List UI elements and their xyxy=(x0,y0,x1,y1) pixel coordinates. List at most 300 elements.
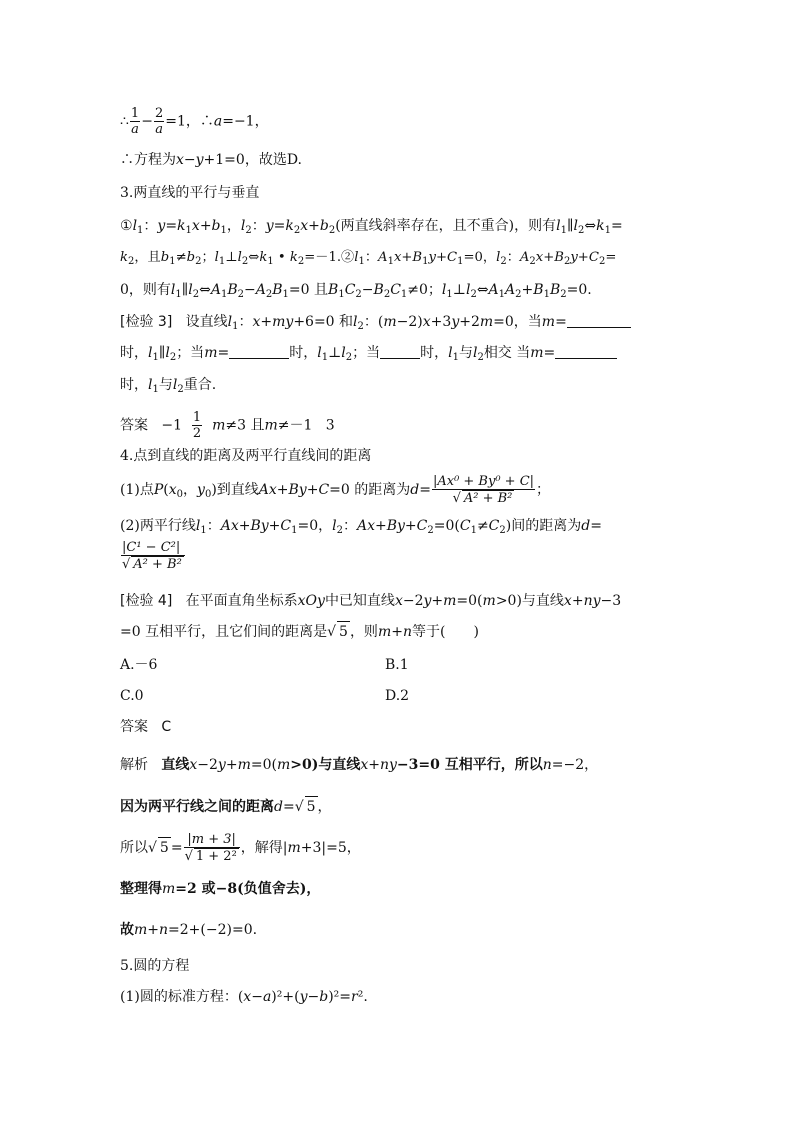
text: ∴ xyxy=(120,113,129,130)
text: =0 的距离为 xyxy=(329,482,411,498)
line-12 xyxy=(120,474,550,506)
math: m xyxy=(377,624,392,640)
math: x+my xyxy=(252,314,294,330)
text: ⊥ xyxy=(328,345,342,361)
math: y xyxy=(197,482,205,498)
math: l xyxy=(472,345,478,361)
text: = xyxy=(217,345,230,361)
subscript: 1 xyxy=(470,525,477,536)
math: A xyxy=(505,282,516,298)
subscript: 1 xyxy=(498,289,506,300)
text: +3|=5， xyxy=(300,840,361,856)
math: y=k xyxy=(265,218,294,234)
subscript: 1 xyxy=(358,256,365,267)
text: =2+(−2)=0. xyxy=(168,922,258,938)
math: m xyxy=(237,757,251,773)
text: =0 互相平行，且它们间的距离是 xyxy=(120,624,328,640)
text: +2 xyxy=(459,314,480,330)
section-heading-3: 3.两直线的平行与垂直 xyxy=(120,185,260,201)
text: 时， xyxy=(120,345,148,361)
math: l xyxy=(556,218,561,234)
math: l xyxy=(317,345,322,361)
radicand: 5 xyxy=(305,796,318,817)
numerator: 1 xyxy=(130,106,140,121)
math: m xyxy=(287,840,301,856)
text: −3=0 互相平行，所以 xyxy=(396,757,543,773)
text: =0. xyxy=(566,282,592,298)
analysis-line-3 xyxy=(120,832,361,864)
option-d[interactable]: D.2 xyxy=(385,688,410,704)
subscript: 1 xyxy=(452,352,459,363)
math: A xyxy=(255,282,266,298)
math: r xyxy=(351,989,358,1005)
fraction xyxy=(154,106,164,137)
text: ⇔ xyxy=(584,218,597,234)
text: ：( xyxy=(363,314,384,330)
math: x xyxy=(422,314,431,330)
text: =0( xyxy=(456,593,483,609)
line-7 xyxy=(120,312,631,337)
subscript: 1 xyxy=(218,256,226,267)
section-heading-5: 5.圆的方程 xyxy=(120,958,190,974)
text: ① xyxy=(120,218,133,234)
text: = xyxy=(543,345,556,361)
line-15 xyxy=(120,591,621,611)
text: − xyxy=(251,989,263,1005)
answer-label: 答案 xyxy=(120,719,148,735)
text: ： xyxy=(238,314,253,330)
denominator: a xyxy=(155,122,163,137)
math: A xyxy=(488,282,499,298)
text: 时， xyxy=(420,345,449,361)
math: d xyxy=(410,482,420,498)
line-4 xyxy=(120,216,623,241)
distance-fraction xyxy=(432,474,535,506)
math: l xyxy=(148,377,153,393)
text: ≠－1 xyxy=(277,417,313,434)
text: >0)与直线 xyxy=(290,757,361,773)
text: =0， xyxy=(463,250,497,265)
radicand: 1 + 2² xyxy=(195,849,237,864)
math: l xyxy=(353,314,358,330)
text: + xyxy=(225,757,238,773)
line-5 xyxy=(120,248,616,272)
text: =0，当 xyxy=(493,314,542,330)
text: = xyxy=(590,518,602,534)
math: l xyxy=(240,218,246,234)
fraction xyxy=(184,832,240,864)
math: l xyxy=(465,282,471,298)
sqrt-icon: √ xyxy=(452,491,461,506)
subscript: 1 xyxy=(175,289,182,300)
text: 设直线 xyxy=(185,314,228,330)
math: x+b xyxy=(191,218,221,234)
math: l xyxy=(332,518,337,534)
text: =－1.② xyxy=(304,250,355,265)
text: =0( xyxy=(433,518,460,534)
option-c[interactable]: C.0 xyxy=(120,688,144,704)
text: (1)点 xyxy=(120,482,154,498)
sqrt-icon: √ xyxy=(294,799,304,815)
text: 所以 xyxy=(120,840,148,856)
numerator: 2 xyxy=(154,106,164,121)
text: =−1， xyxy=(222,113,269,130)
math: y+C xyxy=(570,250,599,265)
subscript: 2 xyxy=(598,256,606,267)
subscript: 1 xyxy=(220,289,228,300)
text: = xyxy=(555,314,567,330)
math: xOy xyxy=(297,593,325,609)
subscript: 1 xyxy=(400,289,408,300)
radicand: 5 xyxy=(337,621,350,642)
math: C xyxy=(344,282,356,298)
text: 0，则有 xyxy=(120,282,171,298)
math: d xyxy=(274,799,283,815)
answer-blank[interactable] xyxy=(229,344,289,359)
math: m xyxy=(383,314,397,330)
text: −2 xyxy=(197,757,218,773)
text: (两直线斜率存在，且不重合)，则有 xyxy=(335,218,557,234)
subscript: 2 xyxy=(237,289,245,300)
subscript: 2 xyxy=(297,256,305,267)
analysis-line-1 xyxy=(120,755,598,775)
math: y xyxy=(451,314,460,330)
math: ny xyxy=(583,593,601,609)
subscript: 1 xyxy=(604,225,611,236)
math: b xyxy=(186,250,196,265)
math: n xyxy=(542,757,552,773)
math: m xyxy=(482,593,496,609)
text: 重合. xyxy=(183,377,217,393)
radicand: A² + B² xyxy=(133,557,182,572)
answer-blank[interactable] xyxy=(567,313,631,328)
text: 中已知直线 xyxy=(324,593,395,609)
text: ： xyxy=(143,218,158,234)
text: =2 或−8(负值舍去)， xyxy=(175,881,321,897)
subscript: 0 xyxy=(176,489,184,500)
math: A xyxy=(519,250,530,265)
math: k xyxy=(289,250,298,265)
math: k xyxy=(259,250,268,265)
text: (2)两平行线 xyxy=(120,518,196,534)
subscript: 2 xyxy=(195,256,202,267)
subscript: 2 xyxy=(245,225,252,236)
subscript: 1 xyxy=(169,256,176,267)
text: − xyxy=(361,282,374,298)
text: 整理得 xyxy=(120,881,162,897)
text: ； xyxy=(201,250,215,265)
text: =1，∴ xyxy=(165,113,214,130)
sqrt-icon: √ xyxy=(184,849,193,864)
option-b[interactable]: B.1 xyxy=(385,657,409,673)
math: C xyxy=(390,282,401,298)
math: m xyxy=(204,345,218,361)
math: x xyxy=(360,757,369,773)
math: l xyxy=(341,345,346,361)
math: l xyxy=(132,218,138,234)
math: l xyxy=(148,345,153,361)
numerator: 1 xyxy=(192,410,202,425)
text: ： xyxy=(206,518,221,534)
text: = xyxy=(419,482,431,498)
subscript: 0 xyxy=(204,489,212,500)
math: m xyxy=(134,922,148,938)
exercise-tag: [检验 4] xyxy=(120,593,173,609)
exercise-tag: [检验 3] xyxy=(120,314,173,330)
math: m xyxy=(541,314,556,330)
math: l xyxy=(170,282,176,298)
text: ⊥ xyxy=(452,282,466,298)
subscript: 1 xyxy=(137,225,144,236)
subscript: 2 xyxy=(560,289,567,300)
math: l xyxy=(237,250,242,265)
math: B xyxy=(328,282,339,298)
text: + xyxy=(571,593,584,609)
section-heading-4: 4.点到直线的距离及两平行直线间的距离 xyxy=(120,448,372,464)
math: x xyxy=(394,593,403,609)
text: ⇔ xyxy=(248,250,260,265)
subscript: 1 xyxy=(185,225,192,236)
radicand: 5 xyxy=(158,837,171,858)
line-10-answer xyxy=(120,410,335,441)
analysis-line-4 xyxy=(120,879,320,899)
distance-fraction xyxy=(121,540,185,572)
text: ， xyxy=(183,482,198,498)
math: m xyxy=(162,881,176,897)
subscript: 2 xyxy=(577,225,585,236)
subscript: 2 xyxy=(328,225,336,236)
text: 时， xyxy=(120,377,148,393)
math: l xyxy=(441,282,447,298)
line-2 xyxy=(120,150,302,170)
math: m xyxy=(443,593,457,609)
text: >0)与直线 xyxy=(495,593,564,609)
math: Ax+By+C xyxy=(258,482,330,498)
radicand: A² + B² xyxy=(463,491,513,506)
subscript: 2 xyxy=(241,256,249,267)
math: b xyxy=(319,989,329,1005)
math: C xyxy=(459,518,471,534)
text: )²+( xyxy=(271,989,300,1005)
subscript: 1 xyxy=(422,256,429,267)
text: 时， xyxy=(289,345,318,361)
subscript: 1 xyxy=(282,289,289,300)
text: ； xyxy=(536,482,551,498)
subscript: 1 xyxy=(457,256,464,267)
denominator: a xyxy=(131,122,139,137)
text: ⇔ xyxy=(199,282,211,298)
math: m xyxy=(479,314,494,330)
fraction xyxy=(130,106,140,137)
analysis-line-2 xyxy=(120,796,332,817)
text: + xyxy=(368,757,380,773)
subscript: 1 xyxy=(152,384,159,395)
option-a[interactable]: A.－6 xyxy=(120,657,158,673)
text: ≠ xyxy=(476,518,489,534)
text: (1)圆的标准方程：( xyxy=(120,989,244,1005)
text: 与 xyxy=(458,345,473,361)
subscript: 1 xyxy=(560,225,568,236)
text: ∥ xyxy=(158,345,166,361)
text: +1=0，故选D. xyxy=(203,152,302,168)
math: m xyxy=(276,757,291,773)
answer-blank[interactable] xyxy=(555,344,617,359)
text: = xyxy=(605,250,617,265)
subscript: 1 xyxy=(321,352,329,363)
math: m xyxy=(264,417,278,434)
subscript: 2 xyxy=(383,289,391,300)
math: y=k xyxy=(157,218,186,234)
math: b xyxy=(160,250,170,265)
subscript: 2 xyxy=(336,525,343,536)
math: Ax+By+C xyxy=(220,518,292,534)
text: 与 xyxy=(158,377,173,393)
answer-value: −1 xyxy=(161,417,182,434)
analysis-line-5 xyxy=(120,920,257,940)
math: x xyxy=(168,482,177,498)
text: • xyxy=(273,250,290,265)
subscript: 1 xyxy=(543,289,550,300)
text: ⊥ xyxy=(225,250,238,265)
text: 直线 xyxy=(161,757,190,773)
text: =0 且 xyxy=(288,282,329,298)
math: B xyxy=(549,282,561,298)
text: )到直线 xyxy=(211,482,259,498)
subscript: 2 xyxy=(515,289,522,300)
text: + xyxy=(431,593,444,609)
subscript: 2 xyxy=(169,352,177,363)
math: x+B xyxy=(393,250,423,265)
text: + xyxy=(391,624,403,640)
subscript: 2 xyxy=(470,289,477,300)
math: ny xyxy=(379,757,397,773)
math: A xyxy=(378,250,388,265)
math: l xyxy=(496,250,501,265)
text: 故 xyxy=(120,922,134,938)
fraction xyxy=(192,410,202,441)
math: Ax+By+C xyxy=(356,518,428,534)
subscript: 2 xyxy=(345,352,353,363)
math: n xyxy=(159,922,169,938)
text: ： xyxy=(506,250,520,265)
subscript: 1 xyxy=(232,321,239,332)
text: 等于( ) xyxy=(411,624,479,640)
math: x xyxy=(189,757,198,773)
text: =−2， xyxy=(551,757,599,773)
text: =0， xyxy=(297,518,333,534)
subscript: 2 xyxy=(355,289,362,300)
text: + xyxy=(147,922,160,938)
answer-label: 答案 xyxy=(120,417,148,434)
math: l xyxy=(227,314,233,330)
line-6 xyxy=(120,280,592,305)
math: l xyxy=(214,250,219,265)
text: ， xyxy=(226,218,241,234)
text: −2 xyxy=(402,593,424,609)
text: −2) xyxy=(396,314,423,330)
text: + xyxy=(521,282,534,298)
answer-blank[interactable] xyxy=(380,344,420,359)
text: ≠0； xyxy=(407,282,442,298)
math: y xyxy=(299,989,308,1005)
subscript: 2 xyxy=(192,289,200,300)
text: =0( xyxy=(250,757,277,773)
math: x+b xyxy=(300,218,329,234)
text: ⇔ xyxy=(476,282,489,298)
text: − xyxy=(244,282,256,298)
math: B xyxy=(272,282,283,298)
numerator: |m + 3| xyxy=(184,832,240,848)
line-1 xyxy=(120,106,269,137)
subscript: 2 xyxy=(265,289,273,300)
line-16 xyxy=(120,621,479,642)
math: A xyxy=(210,282,221,298)
text: ： xyxy=(342,518,357,534)
text: − xyxy=(141,113,153,130)
subscript: 2 xyxy=(529,256,536,267)
math: a xyxy=(262,989,272,1005)
subscript: 1 xyxy=(200,525,207,536)
math: B xyxy=(373,282,384,298)
math: B xyxy=(227,282,238,298)
math: l xyxy=(573,218,578,234)
text: = xyxy=(610,218,623,234)
denominator: 2 xyxy=(192,426,202,441)
math: d xyxy=(581,518,591,534)
text: − xyxy=(307,989,320,1005)
sqrt-icon: √ xyxy=(327,624,337,640)
text: ≠3 且 xyxy=(225,417,265,434)
math: m xyxy=(212,417,226,434)
subscript: 1 xyxy=(291,525,298,536)
line-14 xyxy=(120,540,186,572)
math: y xyxy=(423,593,432,609)
math: B xyxy=(533,282,544,298)
math: x xyxy=(563,593,572,609)
text: 因为两平行线之间的距离 xyxy=(120,799,274,815)
text: ∥ xyxy=(181,282,189,298)
text: ： xyxy=(251,218,266,234)
math: y xyxy=(217,757,226,773)
math: k xyxy=(596,218,605,234)
line-9 xyxy=(120,375,216,400)
text: −3 xyxy=(600,593,622,609)
text: +3 xyxy=(430,314,452,330)
math: l xyxy=(354,250,359,265)
subscript: 1 xyxy=(446,289,453,300)
line-8 xyxy=(120,343,617,368)
text: = xyxy=(282,799,295,815)
text: = xyxy=(170,840,183,856)
math: l xyxy=(172,377,178,393)
sqrt-icon: √ xyxy=(148,840,157,856)
subscript: 2 xyxy=(477,352,484,363)
text: 在平面直角坐标系 xyxy=(185,593,298,609)
text: ， xyxy=(317,799,332,815)
subscript: 2 xyxy=(499,525,506,536)
math: x−y xyxy=(176,152,204,168)
subscript: 2 xyxy=(357,321,364,332)
subscript: 2 xyxy=(293,225,301,236)
answer-value: 3 xyxy=(325,417,335,434)
subscript: 1 xyxy=(220,225,227,236)
text: ，且 xyxy=(134,250,161,265)
line-26 xyxy=(120,987,368,1007)
math: x+B xyxy=(535,250,564,265)
math: P xyxy=(153,482,164,498)
answer-line xyxy=(120,717,171,737)
text: ( xyxy=(163,482,169,498)
